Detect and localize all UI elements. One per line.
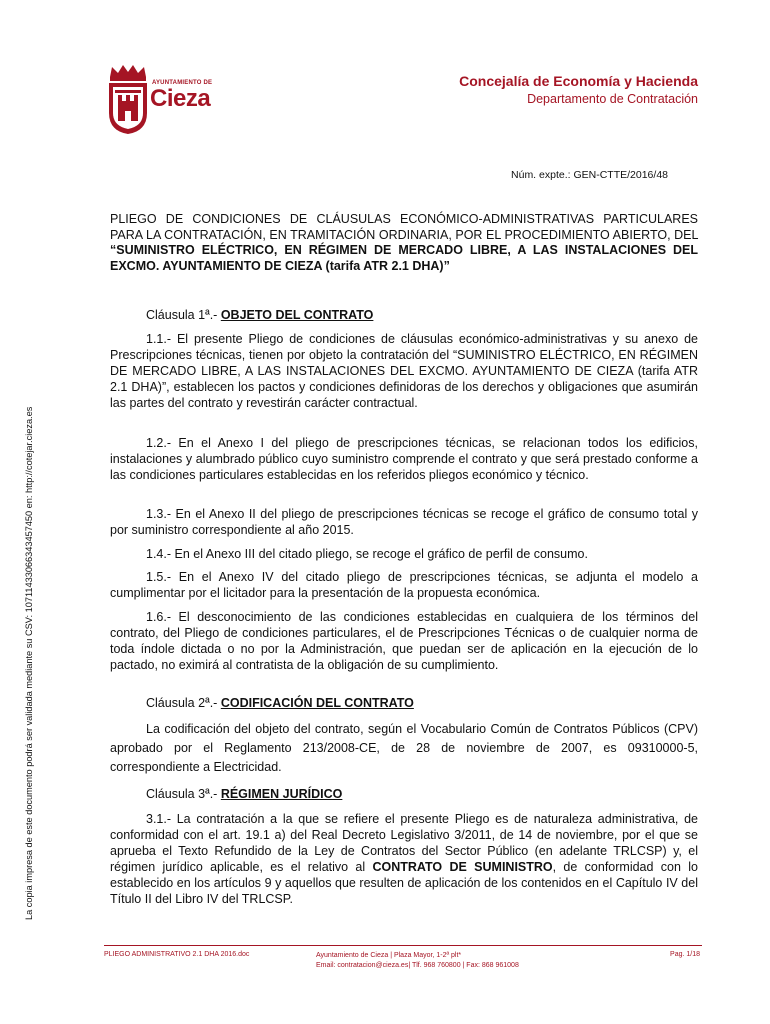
logo-subtitle: AYUNTAMIENTO DE <box>152 80 213 86</box>
paragraph-1-6: 1.6.- El desconocimiento de las condiciones establecidas en cualquiera de los términos del contrato, del Pliego de condiciones particulares, el de Prescripciones Técnicas o de cualquier norma de toda índole dictada o no por la Administración, que puedan ser de aplicación en la ejecución de lo pactado, no eximirá al contratista de la obligación de su cumplimiento. <box>110 610 698 673</box>
clause-2-heading <box>146 696 414 710</box>
paragraph-1-2: 1.2.- En el Anexo I del pliego de prescripciones técnicas, se relacionan todos los edificios, instalaciones y alumbrado público cuyo suministro comprende el contrato y que será prestado conforme a las condiciones particulares establecidas en los referidos pliegos económico y técnico. <box>110 436 698 483</box>
footer-divider <box>104 945 702 946</box>
paragraph-1-4: 1.4.- En el Anexo III del citado pliego, se recoge el gráfico de perfil de consumo. <box>146 547 588 561</box>
paragraph-3-1 <box>110 811 698 908</box>
clause-3-prefix: Cláusula 3ª.- <box>146 787 221 801</box>
paragraph-3-1-bold: CONTRATO DE SUMINISTRO <box>372 860 553 875</box>
department-subtitle: Departamento de Contratación <box>527 92 698 106</box>
footer-address: Ayuntamiento de Cieza | Plaza Mayor, 1-2ª plt* <box>316 952 462 959</box>
paragraph-1-5: 1.5.- En el Anexo IV del citado pliego de prescripciones técnicas, se adjunta el modelo a cumplimentar por el licitador para la presentación de la propuesta económica. <box>110 570 698 601</box>
paragraph-1-1: 1.1.- El presente Pliego de condiciones de cláusulas económico-administrativas y su anexo de Prescripciones técnicas, tienen por objeto la contratación del “SUMINISTRO ELÉCTRICO, EN RÉGIMEN DE MERCADO LIBRE, A LAS INSTALACIONES DEL EXCMO. AYUNTAMIENTO DE CIEZA (tarifa ATR 2.1 DHA)”, establecen los pactos y condiciones definidoras de los derechos y obligaciones que asumirán las partes del contrato y revestirán carácter contractual. <box>110 332 698 411</box>
clause-3-heading <box>146 787 342 801</box>
department-title: Concejalía de Economía y Hacienda <box>459 73 698 89</box>
logo-title: Cieza <box>150 85 211 112</box>
validation-side-text: La copia impresa de este documento podrá ser validada mediante su CSV: 10711433066343457450 en: http://cotejar.cieza.es <box>24 406 34 920</box>
clause-2-prefix: Cláusula 2ª.- <box>146 696 221 710</box>
footer-email-phone: Email: contratacion@cieza.es| Tlf. 968 760800 | Fax: 868 961008 <box>316 962 519 969</box>
clause-3-title: RÉGIMEN JURÍDICO <box>220 787 343 801</box>
file-number: Núm. expte.: GEN-CTTE/2016/48 <box>511 169 668 181</box>
clause-1-prefix: Cláusula 1ª.- <box>146 308 221 322</box>
footer-filename: PLIEGO ADMINISTRATIVO 2.1 DHA 2016.doc <box>104 951 250 958</box>
paragraph-3-1-text-c: , de conformidad con lo establecido en los artículos 9 y aquellos que resulten de aplicación de los contenidos en el Capítulo IV del Título II del Libro IV del TRLCSP. <box>110 860 698 907</box>
clause-1-heading <box>146 308 373 322</box>
page-number: Pag. 1/18 <box>670 951 700 958</box>
clause-2-title: CODIFICACIÓN DEL CONTRATO <box>220 696 414 710</box>
clause-1-title: OBJETO DEL CONTRATO <box>220 308 374 322</box>
document-title-part2: “SUMINISTRO ELÉCTRICO, EN RÉGIMEN DE MERCADO LIBRE, A LAS INSTALACIONES DEL EXCMO. AYUNTAMIENTO DE CIEZA (tarifa ATR 2.1 DHA)” <box>110 243 698 273</box>
document-title-part1: PLIEGO DE CONDICIONES DE CLÁUSULAS ECONÓMICO-ADMINISTRATIVAS PARTICULARES PARA LA CONTRATACIÓN, EN TRAMITACIÓN ORDINARIA, POR EL PROCEDIMIENTO ABIERTO, DEL <box>110 212 698 242</box>
paragraph-3-1-text-a: 3.1.- La contratación a la que se refiere el presente Pliego es de naturaleza administrativa, de conformidad con el art. 19.1 a) del Real Decreto Legislativo 3/2011, de 14 de noviembre, por el que se aprueba el Texto Refundido de la Ley de Contratos del Sector Público (en adelante TRLCSP) y, el régimen jurídico aplicable, es el relativo al <box>110 812 698 875</box>
coat-of-arms-icon <box>106 63 150 135</box>
paragraph-1-3: 1.3.- En el Anexo II del pliego de prescripciones técnicas se recoge el gráfico de consumo total y por suministro correspondiente al año 2015. <box>110 507 698 538</box>
paragraph-2: La codificación del objeto del contrato, según el Vocabulario Común de Contratos Públicos (CPV) aprobado por el Reglamento 213/2008-CE, de 28 de noviembre de 2007, es 09310000-5, correspondiente a Electricidad. <box>110 722 698 774</box>
document-title <box>110 212 698 274</box>
cieza-logo <box>106 63 221 135</box>
footer-contact <box>316 951 519 971</box>
